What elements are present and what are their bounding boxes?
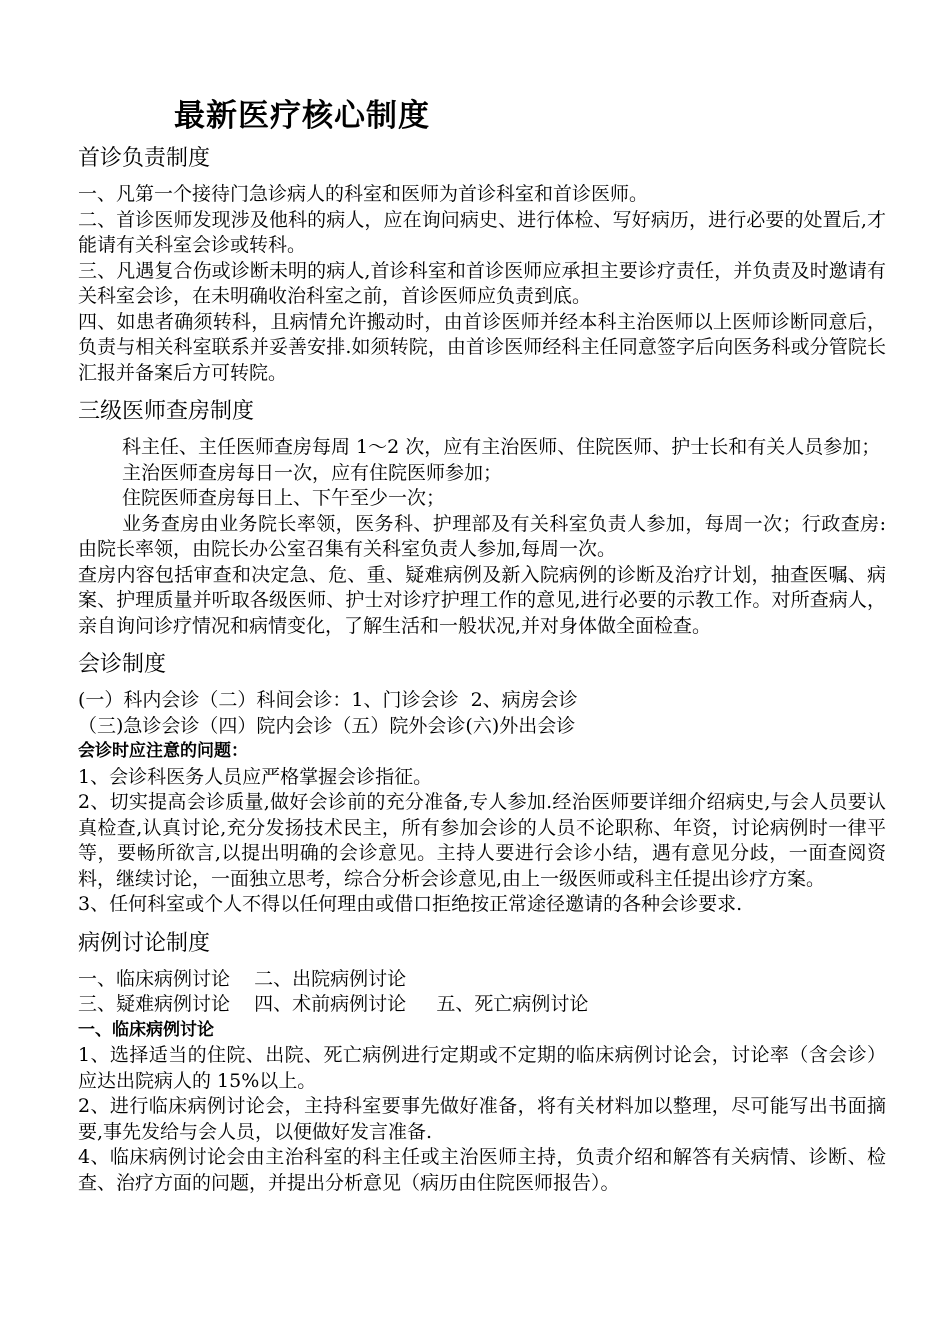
section-heading-ward-rounds: 三级医师查房制度 — [78, 399, 255, 424]
document-title: 最新医疗核心制度 — [174, 98, 430, 134]
subheading: 一、临床病例讨论 — [78, 1019, 214, 1040]
paragraph: 业务查房由业务院长率领，医务科、护理部及有关科室负责人参加，每周一次；行政查房:由院长率领，由院长办公室召集有关科室负责人参加,每周一次。 — [78, 512, 886, 560]
paragraph: 住院医师查房每日上、下午至少一次； — [122, 487, 446, 509]
section-heading-case-discussion: 病例讨论制度 — [78, 930, 211, 956]
paragraph: 2、切实提高会诊质量,做好会诊前的充分准备,专人参加.经治医师要详细介绍病史,与会人员要认真检查,认真讨论,充分发扬技术民主，所有参加会诊的人员不论职称、年资，讨论病例时一律平等，要畅所欲言,以提出明确的会诊意见。主持人要进行会诊小结，遇有意见分歧，一面查阅资料，继续讨论，一面独立思考，综合分析会诊意见,由上一级医师或科主任提出诊疗方案。 — [78, 791, 886, 890]
paragraph: (一）科内会诊（二）科间会诊：1、门诊会诊 2、病房会诊 — [78, 689, 578, 711]
paragraph: 1、会诊科医务人员应严格掌握会诊指征。 — [78, 765, 433, 788]
paragraph: （三)急诊会诊（四）院内会诊（五）院外会诊(六)外出会诊 — [78, 714, 576, 737]
paragraph: 科主任、主任医师查房每周 1～2 次，应有主治医师、住院医师、护士长和有关人员参加； — [122, 436, 881, 458]
paragraph: 一、临床病例讨论 二、出院病例讨论 — [78, 967, 407, 990]
paragraph: 4、临床病例讨论会由主治科室的科主任或主治医师主持，负责介绍和解答有关病情、诊断、检查、治疗方面的问题，并提出分析意见（病历由住院医师报告）。 — [78, 1146, 886, 1194]
paragraph: 2、进行临床病例讨论会，主持科室要事先做好准备，将有关材料加以整理，尽可能写出书面摘要,事先发给与会人员，以便做好发言准备. — [78, 1095, 886, 1143]
subheading: 会诊时应注意的问题： — [78, 741, 248, 761]
paragraph: 三、凡遇复合伤或诊断未明的病人,首诊科室和首诊医师应承担主要诊疗责任，并负责及时邀请有关科室会诊，在未明确收治科室之前，首诊医师应负责到底。 — [78, 259, 886, 307]
paragraph: 三、疑难病例讨论 四、术前病例讨论 五、死亡病例讨论 — [78, 993, 589, 1015]
paragraph: 主治医师查房每日一次，应有住院医师参加； — [122, 461, 503, 484]
section-heading-consultation: 会诊制度 — [78, 652, 167, 677]
section-heading-first-visit: 首诊负责制度 — [78, 146, 211, 171]
paragraph: 1、选择适当的住院、出院、死亡病例进行定期或不定期的临床病例讨论会，讨论率（含会诊）应达出院病人的 15%以上。 — [78, 1044, 886, 1092]
paragraph: 四、如患者确须转科，且病情允许搬动时，由首诊医师并经本科主治医师以上医师诊断同意后，负责与相关科室联系并妥善安排.如须转院，由首诊医师经科主任同意签字后向医务科或分管院长汇报并备案后方可转院。 — [78, 310, 886, 384]
paragraph: 3、任何科室或个人不得以任何理由或借口拒绝按正常途径邀请的各种会诊要求. — [78, 893, 743, 915]
paragraph: 查房内容包括审查和决定急、危、重、疑难病例及新入院病例的诊断及治疗计划，抽查医嘱、病案、护理质量并听取各级医师、护士对诊疗护理工作的意见,进行必要的示教工作。对所查病人，亲自询问诊疗情况和病情变化，了解生活和一般状况,并对身体做全面检查。 — [78, 563, 886, 637]
paragraph: 二、首诊医师发现涉及他科的病人，应在询问病史、进行体检、写好病历，进行必要的处置后,才能请有关科室会诊或转科。 — [78, 208, 886, 256]
paragraph: 一、凡第一个接待门急诊病人的科室和医师为首诊科室和首诊医师。 — [78, 183, 649, 205]
